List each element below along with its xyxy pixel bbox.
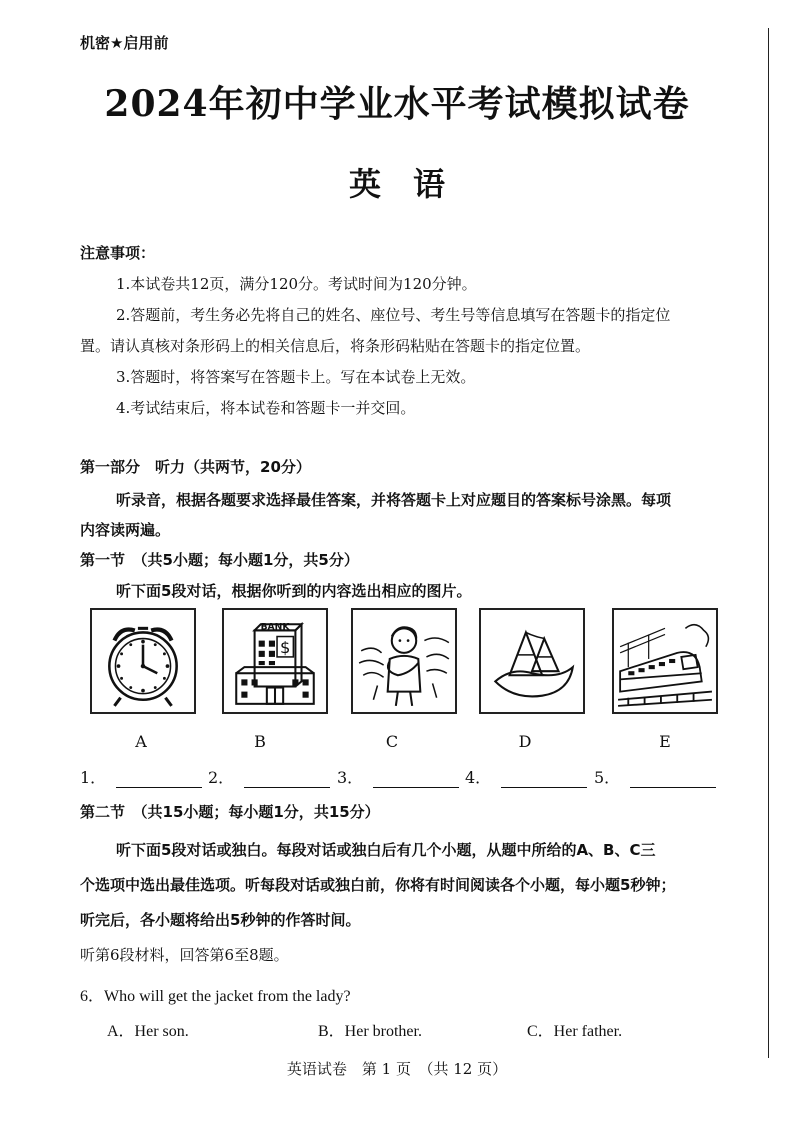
material-note: 听第6段材料，回答第6至8题。 <box>80 946 289 964</box>
note-item-1: 1.本试卷共12页，满分120分。考试时间为120分钟。 <box>116 275 477 293</box>
picture-label-c: C <box>385 732 399 751</box>
part1-instruction-2: 内容读两遍。 <box>80 521 171 539</box>
note-item-3: 3.答题时，将答案写在答题卡上。写在本试卷上无效。 <box>116 368 476 386</box>
option-a[interactable]: A．Her son. <box>107 1023 189 1040</box>
notes-heading: 注意事项： <box>80 244 156 262</box>
section2-instruction-2: 个选项中选出最佳选项。听每段对话或独白前，你将有时间阅读各个小题，每小题5秒钟； <box>80 876 676 894</box>
bank-sign-text: BANK <box>260 621 290 633</box>
svg-text:$: $ <box>280 637 291 657</box>
picture-label-a: A <box>135 732 147 751</box>
blank-number: 1． <box>80 768 107 787</box>
blank-number: 5． <box>594 768 621 787</box>
option-b[interactable]: B．Her brother. <box>318 1023 422 1040</box>
exam-title: 2024年初中学业水平考试模拟试卷 <box>104 83 690 125</box>
blank-number: 4． <box>465 768 492 787</box>
section1-heading: 第一节 （共5小题；每小题1分，共5分） <box>80 551 359 569</box>
question-6: 6．Who will get the jacket from the lady? <box>80 988 351 1005</box>
subject-title: 英 语 <box>348 165 445 203</box>
blank-line <box>116 773 202 788</box>
part1-instruction-1: 听录音，根据各题要求选择最佳答案，并将答题卡上对应题目的答案标号涂黑。每项 <box>116 491 672 509</box>
bank-building-icon <box>224 610 326 712</box>
picture-a <box>90 608 196 714</box>
alarm-clock-icon <box>92 610 194 712</box>
picture-c <box>351 608 457 714</box>
section2-instruction-3: 听完后，各小题将给出5秒钟的作答时间。 <box>80 911 361 929</box>
train-icon <box>614 610 716 712</box>
blank-line <box>630 773 716 788</box>
answer-blank-1[interactable] <box>80 765 202 788</box>
answer-blank-5[interactable] <box>594 765 716 788</box>
note-item-2-cont: 置。请认真核对条形码上的相关信息后，将条形码粘贴在答题卡的指定位置。 <box>80 337 591 355</box>
answer-blank-3[interactable] <box>337 765 459 788</box>
answer-blank-2[interactable] <box>208 765 330 788</box>
cold-person-icon <box>353 610 455 712</box>
picture-b <box>222 608 328 714</box>
blank-number: 3． <box>337 768 364 787</box>
blank-number: 2． <box>208 768 235 787</box>
blank-line <box>244 773 330 788</box>
page-footer: 英语试卷 第 1 页 （共 12 页） <box>286 1060 508 1078</box>
picture-label-b: B <box>254 732 266 751</box>
picture-label-e: E <box>659 732 671 751</box>
part1-heading: 第一部分 听力（共两节，20分） <box>80 458 311 476</box>
picture-label-d: D <box>518 732 532 751</box>
picture-e <box>612 608 718 714</box>
section2-instruction-1: 听下面5段对话或独白。每段对话或独白后有几个小题，从题中所给的A、B、C三 <box>116 841 656 859</box>
confidential-mark: 机密★启用前 <box>80 34 169 52</box>
rice-dumpling-icon <box>481 610 583 712</box>
note-item-2: 2.答题前，考生务必先将自己的姓名、座位号、考生号等信息填写在答题卡的指定位 <box>116 306 671 324</box>
section2-heading: 第二节 （共15小题；每小题1分，共15分） <box>80 803 380 821</box>
blank-line <box>373 773 459 788</box>
note-item-4: 4.考试结束后，将本试卷和答题卡一并交回。 <box>116 399 416 417</box>
picture-d <box>479 608 585 714</box>
option-c[interactable]: C．Her father. <box>527 1023 623 1040</box>
answer-blank-4[interactable] <box>465 765 587 788</box>
section1-instruction: 听下面5段对话，根据你听到的内容选出相应的图片。 <box>116 582 472 600</box>
blank-line <box>501 773 587 788</box>
